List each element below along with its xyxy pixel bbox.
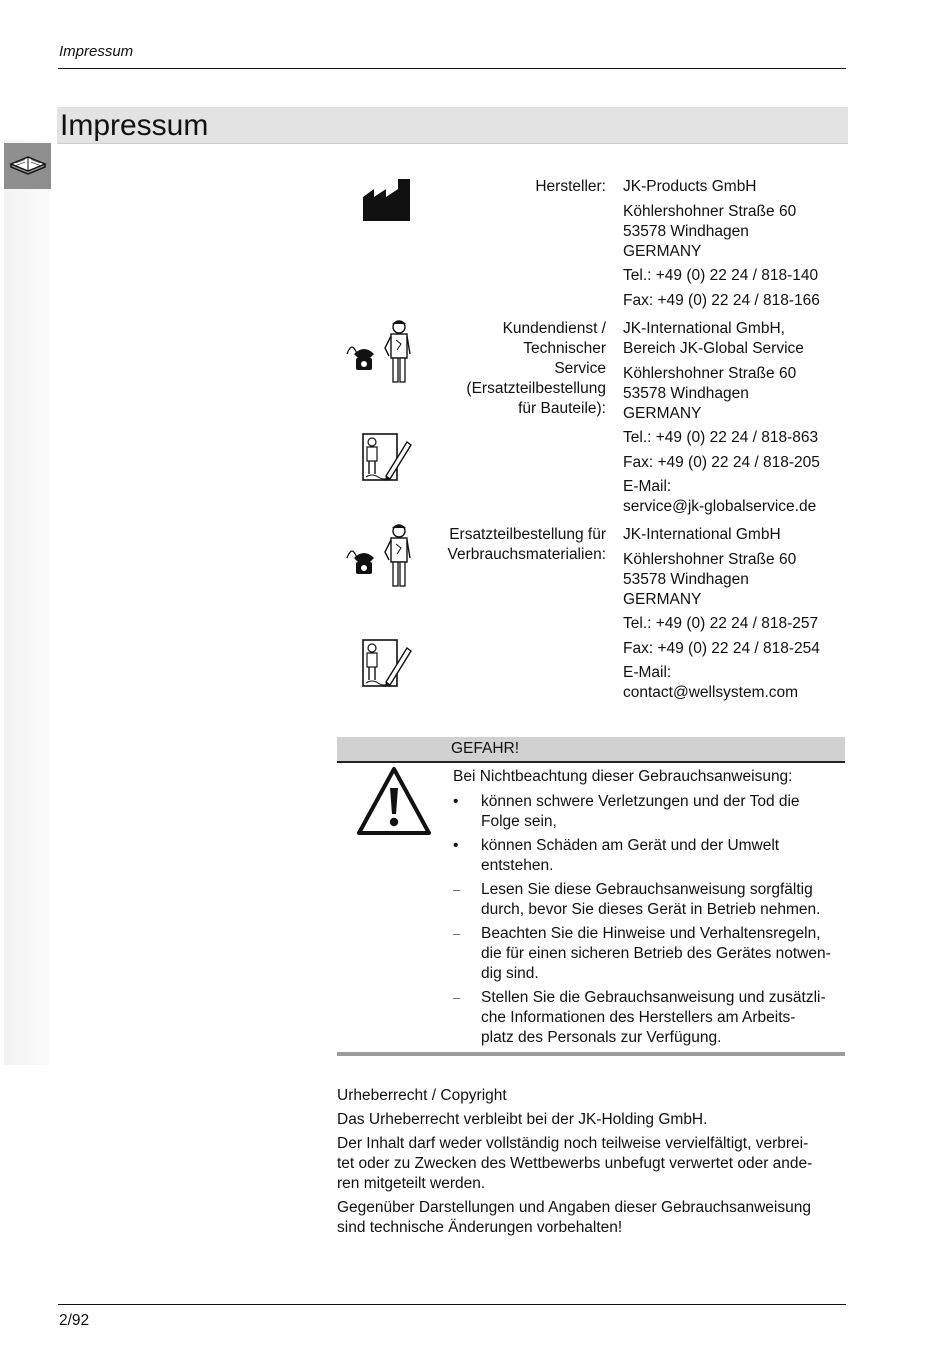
- list-item: [453, 880, 848, 920]
- open-book-icon: [8, 148, 48, 184]
- label-line: Kundendienst /: [502, 320, 606, 337]
- contact-label-service: [466, 319, 606, 419]
- item-line: dig sind.: [481, 965, 539, 982]
- tel-number: Tel.: +49 (0) 22 24 / 818-140: [623, 267, 819, 284]
- telephone-technician-icon: [346, 522, 412, 596]
- paragraph-line: Der Inhalt darf weder vollständig noch teilweise vervielfältigt, verbrei-: [337, 1135, 809, 1152]
- address-city: 53578 Windhagen: [623, 384, 749, 402]
- side-tab: [4, 143, 51, 189]
- list-item: [453, 792, 848, 832]
- danger-heading: GEFAHR!: [451, 740, 520, 757]
- label-line: Ersatzteilbestellung für: [449, 526, 606, 543]
- paragraph-line: ren mitgeteilt werden.: [337, 1175, 486, 1192]
- item-line: platz des Personals zur Verfügung.: [481, 1029, 722, 1046]
- label-line: (Ersatzteilbestellung: [466, 380, 606, 397]
- tel-number: Tel.: +49 (0) 22 24 / 818-257: [623, 615, 819, 632]
- bullet-marker: •: [453, 837, 459, 854]
- copyright-paragraph: [337, 1198, 847, 1238]
- title-bar: [57, 107, 848, 144]
- email-link[interactable]: contact@wellsystem.com: [623, 684, 799, 701]
- running-header: Impressum: [59, 43, 134, 60]
- copyright-heading: Urheberrecht / Copyright: [337, 1087, 507, 1104]
- address-street: Köhlershohner Straße 60: [623, 550, 797, 568]
- email-link[interactable]: service@jk-globalservice.de: [623, 498, 817, 515]
- list-item: [453, 836, 848, 876]
- dash-marker: –: [453, 926, 461, 941]
- fax-number: Fax: +49 (0) 22 24 / 818-254: [623, 639, 820, 657]
- item-line: können schwere Verletzungen und der Tod die: [481, 793, 800, 810]
- footer-rule: [58, 1304, 846, 1305]
- email-label: E-Mail:: [623, 478, 672, 495]
- fax-number: Fax: +49 (0) 22 24 / 818-205: [623, 453, 820, 471]
- item-line: che Informationen des Herstellers am Arbeits-: [481, 1009, 796, 1026]
- paragraph-line: sind technische Änderungen vorbehalten!: [337, 1219, 623, 1236]
- label-line: Verbrauchsmaterialien:: [447, 546, 606, 563]
- dash-marker: –: [453, 882, 461, 897]
- danger-list: [453, 792, 848, 1052]
- address-street: Köhlershohner Straße 60: [623, 364, 797, 382]
- danger-heading-bar: [337, 737, 845, 763]
- address-street: Köhlershohner Straße 60: [623, 202, 797, 220]
- list-item: [453, 924, 848, 984]
- fax-number: Fax: +49 (0) 22 24 / 818-166: [623, 291, 820, 309]
- item-line: können Schäden am Gerät und der Umwelt: [481, 837, 780, 854]
- item-line: Lesen Sie diese Gebrauchsanweisung sorgfältig: [481, 881, 813, 898]
- label-line: Technischer: [523, 340, 606, 357]
- label-line: Hersteller:: [535, 178, 606, 195]
- side-strip: [4, 140, 50, 1065]
- paragraph-line: Das Urheberrecht verbleibt bei der JK-Holding GmbH.: [337, 1111, 708, 1128]
- contact-label-consumables: [447, 525, 606, 565]
- contact-value-consumables: [623, 525, 848, 703]
- item-line: Folge sein,: [481, 813, 557, 830]
- bullet-marker: •: [453, 793, 459, 810]
- header-rule: [58, 68, 846, 69]
- danger-bottom-rule: [337, 1052, 845, 1056]
- company-name: JK-International GmbH,: [623, 320, 785, 337]
- item-line: durch, bevor Sie dieses Gerät in Betrieb nehmen.: [481, 901, 821, 918]
- factory-icon: [362, 176, 412, 228]
- danger-intro: Bei Nichtbeachtung dieser Gebrauchsanweisung:: [453, 768, 793, 785]
- copyright-section: [337, 1086, 847, 1242]
- contact-value-manufacturer: [623, 177, 848, 311]
- address-country: GERMANY: [623, 242, 702, 260]
- paragraph-line: tet oder zu Zwecken des Wettbewerbs unbefugt verwertet oder ande-: [337, 1155, 813, 1172]
- technician-order-form-icon: [360, 638, 414, 696]
- address-country: GERMANY: [623, 404, 702, 422]
- address-country: GERMANY: [623, 590, 702, 608]
- copyright-paragraph: [337, 1110, 847, 1130]
- item-line: Beachten Sie die Hinweise und Verhaltensregeln,: [481, 925, 821, 942]
- address-city: 53578 Windhagen: [623, 222, 749, 240]
- company-name: JK-International GmbH: [623, 526, 781, 543]
- list-item: [453, 988, 848, 1048]
- warning-triangle-icon: [356, 766, 432, 842]
- company-name: JK-Products GmbH: [623, 178, 757, 195]
- item-line: Stellen Sie die Gebrauchsanweisung und zusätzli-: [481, 989, 826, 1006]
- address-city: 53578 Windhagen: [623, 570, 749, 588]
- label-line: für Bauteile):: [518, 400, 606, 417]
- paragraph-line: Gegenüber Darstellungen und Angaben dieser Gebrauchsanweisung: [337, 1199, 811, 1216]
- page-title: Impressum: [60, 109, 209, 142]
- contact-label-manufacturer: [535, 177, 606, 197]
- dash-marker: –: [453, 990, 461, 1005]
- company-division: Bereich JK-Global Service: [623, 340, 804, 357]
- copyright-paragraph: [337, 1134, 847, 1194]
- technician-order-form-icon: [360, 432, 414, 490]
- contact-value-service: [623, 319, 848, 517]
- label-line: Service: [554, 360, 606, 377]
- page-number: 2/92: [59, 1312, 90, 1329]
- tel-number: Tel.: +49 (0) 22 24 / 818-863: [623, 429, 819, 446]
- item-line: entstehen.: [481, 857, 554, 874]
- item-line: die für einen sicheren Betrieb des Gerätes notwen-: [481, 945, 831, 962]
- telephone-technician-icon: [346, 318, 412, 392]
- email-label: E-Mail:: [623, 664, 672, 681]
